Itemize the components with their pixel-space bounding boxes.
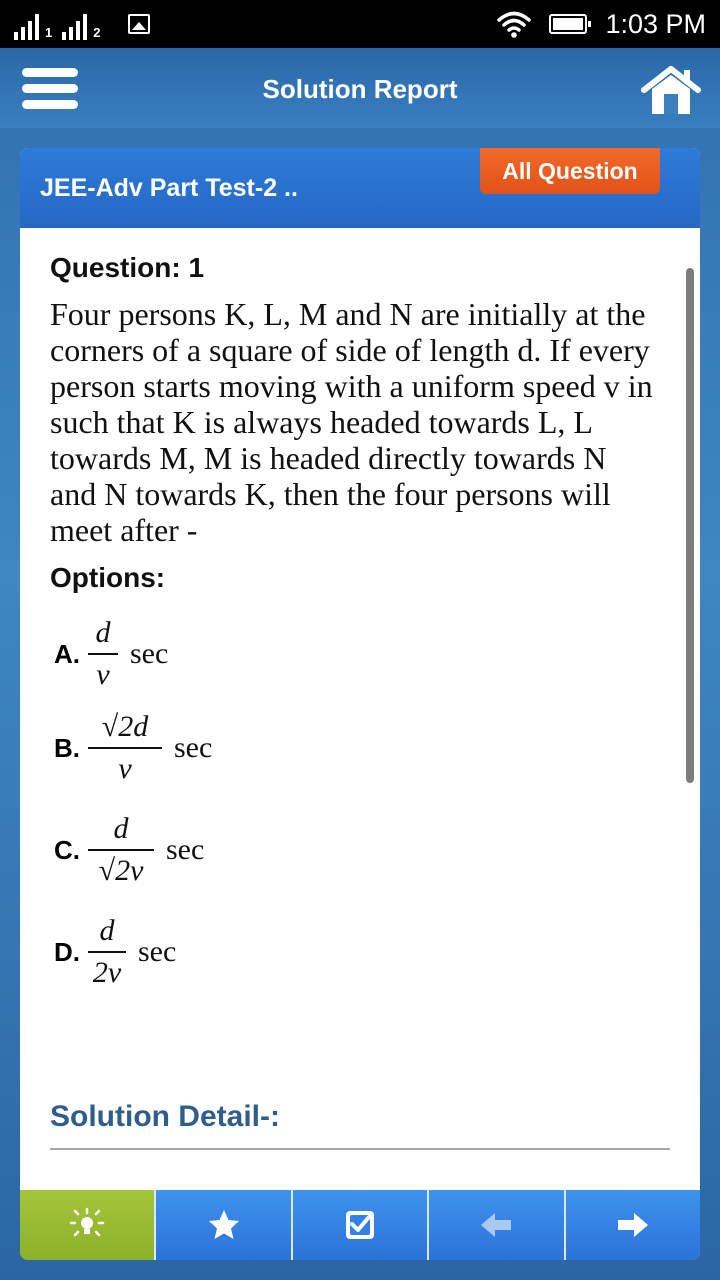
checkbox-icon	[343, 1208, 377, 1242]
image-notification-icon	[128, 14, 150, 34]
option-letter: C.	[54, 834, 80, 865]
option-letter: B.	[54, 732, 80, 763]
sim2-label: 2	[93, 25, 101, 40]
question-number: Question: 1	[50, 252, 205, 283]
options-title: Options:	[50, 562, 166, 593]
bookmark-button[interactable]	[154, 1190, 290, 1260]
star-icon	[207, 1208, 241, 1242]
unit: sec	[174, 731, 213, 764]
signal-strength-icon-2	[62, 12, 87, 40]
solution-detail-title: Solution Detail-:	[50, 1100, 280, 1133]
lightbulb-icon	[69, 1207, 105, 1243]
previous-button[interactable]	[427, 1190, 563, 1260]
status-bar	[0, 0, 720, 48]
numerator: d	[99, 914, 115, 947]
denominator: v	[96, 658, 110, 691]
bottom-toolbar	[20, 1190, 700, 1260]
hint-button[interactable]	[20, 1190, 154, 1260]
fraction	[88, 710, 162, 786]
next-button[interactable]	[564, 1190, 700, 1260]
option-d[interactable]	[54, 914, 176, 990]
card-header	[20, 148, 700, 228]
battery-icon	[549, 14, 587, 34]
denominator: v	[118, 752, 132, 785]
denominator: 2v	[92, 956, 122, 989]
fraction	[88, 812, 154, 888]
fraction	[88, 616, 118, 692]
option-letter: D.	[54, 936, 80, 967]
numerator: √2d	[101, 710, 149, 743]
unit: sec	[138, 935, 177, 968]
page-title: Solution Report	[262, 74, 458, 104]
clock: 1:03 PM	[605, 8, 706, 39]
test-name: JEE-Adv Part Test-2 ..	[40, 174, 298, 202]
numerator: d	[113, 812, 129, 845]
divider	[50, 1148, 670, 1150]
option-a[interactable]	[54, 616, 168, 692]
fraction	[88, 914, 126, 990]
all-question-button[interactable]: All Question	[480, 148, 660, 194]
option-letter: A.	[54, 638, 80, 669]
option-math	[88, 710, 212, 786]
option-c[interactable]	[54, 812, 204, 888]
arrow-right-icon	[616, 1210, 650, 1240]
question-card	[20, 148, 700, 1260]
mark-review-button[interactable]	[291, 1190, 427, 1260]
sim1-label: 1	[45, 25, 53, 40]
scrollbar[interactable]	[686, 268, 694, 783]
option-b[interactable]	[54, 710, 212, 786]
option-math	[88, 616, 168, 692]
option-math	[88, 914, 176, 990]
denominator: √2v	[98, 854, 144, 887]
question-body	[50, 252, 660, 594]
unit: sec	[130, 637, 169, 670]
app-bar	[0, 48, 720, 128]
home-icon[interactable]	[640, 64, 702, 116]
arrow-left-icon	[479, 1210, 513, 1240]
numerator: d	[95, 616, 111, 649]
signal-strength-icon	[14, 12, 39, 40]
unit: sec	[166, 833, 205, 866]
option-math	[88, 812, 204, 888]
question-text: Four persons K, L, M and N are initially at the corners of a square of side of length d. If every person starts moving with a uniform speed v in such that K is always headed towards L, L towards M, M is headed directly towards N and N towards K, then the four persons will meet after -	[50, 296, 653, 548]
wifi-icon	[497, 9, 531, 39]
